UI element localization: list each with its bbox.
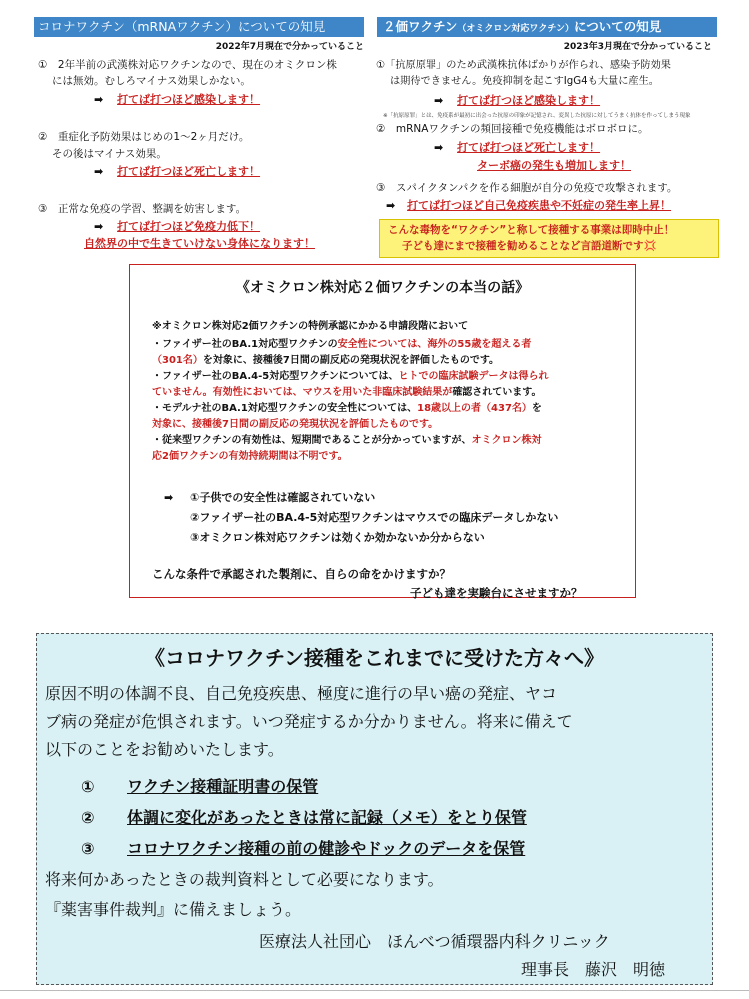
advice-line-5: 『薬害事件裁判』に備えましょう。 bbox=[45, 900, 302, 919]
right-item-2-result-text: 打てば打つほど死亡します！ bbox=[457, 141, 601, 154]
omicron-p2-line-1 bbox=[152, 369, 549, 385]
right-item-1-line-1: ①「抗原原罪」のため武漢株抗体ばかりが作られ、感染予防効果 bbox=[376, 60, 671, 71]
right-item-3-result bbox=[386, 198, 671, 214]
director-name: 理事長 藤沢 明徳 bbox=[521, 960, 666, 979]
omicron-info-box bbox=[129, 264, 636, 598]
omicron-question-2: 子ども達を実験台にさせますか？ bbox=[410, 586, 583, 600]
right-item-1-result-text: 打てば打つほど感染します！ bbox=[457, 94, 601, 107]
omicron-p3-line-1 bbox=[152, 401, 542, 417]
omicron-p4-line-2 bbox=[152, 449, 348, 465]
omicron-p4-c: 応2価ワクチンの有効持続期間は不明です。 bbox=[152, 451, 348, 462]
advice-item-2-text: 体調に変化があったときは常に記録（メモ）をとり保管 bbox=[127, 808, 527, 827]
omicron-p2-d: 確認されています。 bbox=[452, 387, 542, 398]
advice-line-1: 原因不明の体調不良、自己免疫疾患、極度に進行の早い癌の発症、ヤコ bbox=[45, 684, 558, 703]
advice-item-3-text: コロナワクチン接種の前の健診やドックのデータを保管 bbox=[127, 839, 526, 858]
advice-item-2-number: ② bbox=[81, 808, 95, 827]
advice-item-3 bbox=[81, 836, 525, 859]
warning-line-1: こんな毒物を“ワクチン”と称して接種する事業は即時中止！ bbox=[388, 224, 675, 236]
right-section-date: 2023年3月現在で分かっていること bbox=[563, 42, 712, 52]
left-item-3-result-2 bbox=[84, 236, 315, 252]
omicron-p3-b: 18歳以上の者（437名） bbox=[417, 403, 532, 414]
left-item-1-line-2: には無効。むしろマイナス効果しかない。 bbox=[52, 75, 251, 87]
warning-line-2 bbox=[388, 238, 718, 254]
omicron-p3-c: を bbox=[531, 403, 542, 414]
omicron-p4-line-1 bbox=[152, 433, 542, 449]
left-item-3-result bbox=[94, 219, 260, 235]
right-item-2-line-1: ② mRNAワクチンの頻回接種で免疫機能はボロボロに。 bbox=[376, 123, 649, 135]
warning-line-2-text: 子ども達にまで接種を勧めることなど言語道断です bbox=[402, 240, 644, 252]
omicron-arrow bbox=[164, 488, 173, 507]
left-item-2-result-text: 打てば打つほど死亡します！ bbox=[117, 165, 261, 178]
left-item-3-result-text: 打てば打つほど免疫力低下！ bbox=[117, 220, 261, 233]
arrow-icon: ➡ bbox=[94, 220, 104, 233]
arrow-icon: ➡ bbox=[434, 141, 444, 154]
advice-box bbox=[36, 633, 713, 985]
left-item-2-line-2: その後はマイナス効果。 bbox=[52, 148, 167, 160]
left-item-1-line-1: ① 2年半前の武漢株対応ワクチンなので、現在のオミクロン株 bbox=[38, 59, 337, 71]
arrow-icon: ➡ bbox=[386, 199, 396, 212]
left-item-3-result-2-text: 自然界の中で生きていけない身体になります！ bbox=[84, 237, 315, 250]
right-item-3-result-text: 打てば打つほど自己免疫疾患や不妊症の発生率上昇！ bbox=[407, 199, 672, 212]
warning-box bbox=[379, 219, 719, 258]
left-item-3-line-1: ③ 正常な免疫の学習、整調を妨害します。 bbox=[38, 203, 247, 215]
omicron-question-1: こんな条件で承認された製剤に、自らの命をかけますか？ bbox=[152, 567, 451, 581]
left-item-2-result bbox=[94, 164, 260, 180]
page-bottom-divider bbox=[0, 990, 749, 991]
left-section-date: 2022年7月現在で分かっていること bbox=[215, 42, 364, 52]
advice-item-1-number: ① bbox=[81, 777, 95, 796]
omicron-p3-a: ・モデルナ社のBA.1対応型ワクチンの安全性については、 bbox=[152, 403, 418, 414]
omicron-p2-a: ・ファイザー社のBA.4-5対応型ワクチンについては、 bbox=[152, 371, 399, 382]
anger-icon: 💢 bbox=[643, 240, 657, 252]
omicron-p2-b: ヒトでの臨床試験データは得られ bbox=[398, 371, 549, 382]
omicron-p4-a: ・従来型ワクチンの有効性は、短期間であることが分かっていますが、 bbox=[152, 435, 472, 446]
right-item-1-result bbox=[434, 93, 600, 109]
advice-line-3: 以下のことをお勧めいたします。 bbox=[45, 740, 284, 759]
omicron-p1-c: （301名） bbox=[152, 355, 203, 366]
omicron-intro: ※オミクロン株対応2価ワクチンの特例承認にかかる申請段階において bbox=[152, 321, 469, 332]
omicron-p1-line-2 bbox=[152, 353, 499, 369]
omicron-p1-line-1 bbox=[152, 337, 531, 353]
omicron-p3-line-2 bbox=[152, 417, 438, 433]
advice-box-title: 《コロナワクチン接種をこれまでに受けた方々へ》 bbox=[145, 646, 604, 670]
arrow-icon: ➡ bbox=[94, 93, 104, 106]
left-item-1-result-text: 打てば打つほど感染します！ bbox=[117, 93, 261, 106]
right-footnote: ※「抗原原罪」とは、免疫系が最初に出会った抗原の印象が記憶され、変異した抗原に対してうまく抗体を作ってしまう現象 bbox=[383, 113, 691, 119]
omicron-list-item-3: ③オミクロン株対応ワクチンは効くか効かないか分からない bbox=[190, 531, 485, 544]
arrow-icon: ➡ bbox=[94, 165, 104, 178]
advice-item-1-text: ワクチン接種証明書の保管 bbox=[127, 777, 319, 796]
omicron-list-item-2: ②ファイザー社のBA.4-5対応型ワクチンはマウスでの臨床データしかない bbox=[190, 511, 559, 524]
advice-line-4: 将来何かあったときの裁判資料として必要になります。 bbox=[45, 870, 444, 889]
left-section-header: コロナワクチン（mRNAワクチン）についての知見 bbox=[34, 17, 364, 37]
right-item-2-result bbox=[434, 140, 600, 156]
omicron-p1-a: ・ファイザー社のBA.1対応型ワクチンの bbox=[152, 339, 338, 350]
advice-item-3-number: ③ bbox=[81, 839, 95, 858]
omicron-box-title: 《オミクロン株対応２価ワクチンの本当の話》 bbox=[235, 280, 530, 296]
omicron-p2-line-2 bbox=[152, 385, 542, 401]
omicron-p1-b: 安全性については、海外の55歳を超える者 bbox=[337, 339, 532, 350]
right-item-1-line-2: は期待できません。免疫抑制を起こすIgG4も大量に産生。 bbox=[390, 76, 659, 87]
right-header-main: ２価ワクチン bbox=[383, 19, 458, 34]
arrow-icon: ➡ bbox=[164, 491, 174, 504]
arrow-icon: ➡ bbox=[434, 94, 444, 107]
omicron-p1-d: を対象に、接種後7日間の副反応の発現状況を評価したものです。 bbox=[202, 355, 500, 366]
right-header-tail: についての知見 bbox=[573, 19, 662, 34]
clinic-name: 医療法人社団心 ほんべつ循環器内科クリニック bbox=[259, 932, 610, 951]
right-item-2-result-2 bbox=[477, 158, 631, 174]
advice-line-2: ブ病の発症が危惧されます。いつ発症するか分かりません。将来に備えて bbox=[45, 712, 573, 731]
right-item-3-line-1: ③ スパイクタンパクを作る細胞が自分の免疫で攻撃されます。 bbox=[376, 182, 678, 194]
omicron-p3-d: 対象に、接種後7日間の副反応の発現状況を評価したものです。 bbox=[152, 419, 439, 430]
advice-item-1 bbox=[81, 774, 318, 797]
omicron-list-item-1: ①子供での安全性は確認されていない bbox=[190, 491, 376, 504]
left-item-2-line-1: ② 重症化予防効果はじめの1～2ヶ月だけ。 bbox=[38, 131, 250, 143]
left-item-1-result bbox=[94, 92, 260, 108]
omicron-p4-b: オミクロン株対 bbox=[471, 435, 542, 446]
advice-item-2 bbox=[81, 805, 527, 828]
right-section-header bbox=[377, 17, 717, 37]
right-header-small: （オミクロン対応ワクチン） bbox=[457, 24, 574, 34]
right-item-2-result-2-text: ターボ癌の発生も増加します！ bbox=[477, 159, 631, 172]
omicron-p2-c: ていません。有効性においては、マウスを用いた非臨床試験結果が bbox=[152, 387, 453, 398]
